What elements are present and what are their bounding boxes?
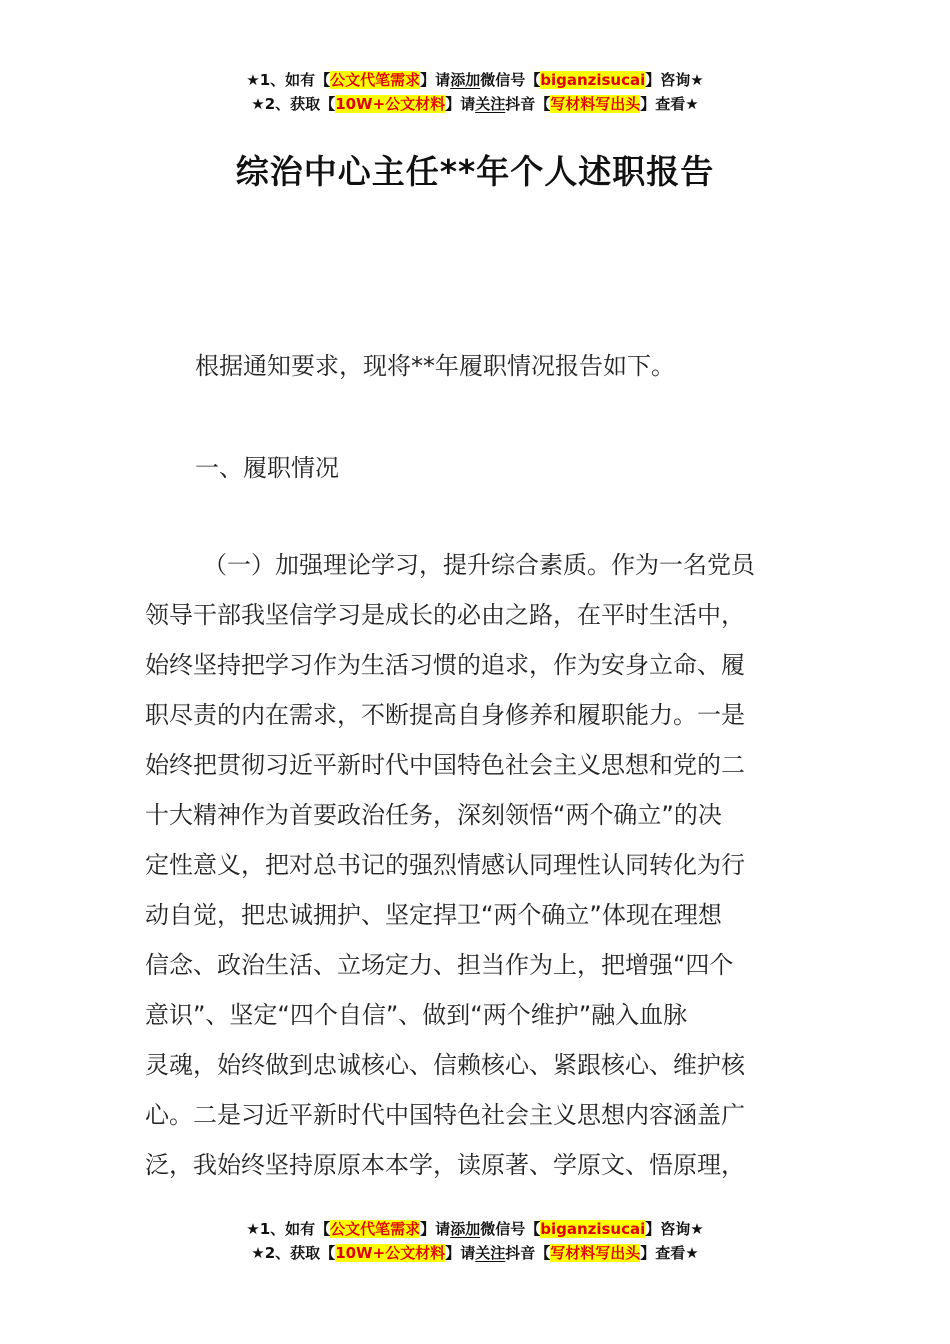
footer-banner bbox=[0, 1217, 950, 1265]
highlight-douyin-account: 写材料写出头 bbox=[550, 1244, 641, 1262]
paragraph-line: 职尽责的内在需求，不断提高自身修养和履职能力。一是 bbox=[145, 701, 745, 729]
highlight-materials: 10W+公文材料 bbox=[335, 1244, 446, 1262]
document-title: 综治中心主任**年个人述职报告 bbox=[235, 152, 715, 191]
paragraph-line: 定性意义，把对总书记的强烈情感认同理性认同转化为行 bbox=[145, 851, 745, 879]
highlight-ghostwriting: 公文代笔需求 bbox=[330, 71, 421, 89]
banner-text: 抖音【 bbox=[505, 95, 551, 113]
paragraph-line: 心。二是习近平新时代中国特色社会主义思想内容涵盖广 bbox=[145, 1101, 745, 1129]
banner-underlined-text: 关注 bbox=[475, 1244, 506, 1262]
highlight-wechat-id: biganzisucai bbox=[540, 71, 646, 89]
banner-line-1 bbox=[0, 1217, 950, 1241]
banner-underlined-text: 关注 bbox=[475, 95, 506, 113]
banner-text: 】请 bbox=[445, 95, 476, 113]
banner-text: 】请 bbox=[420, 71, 451, 89]
banner-line-2 bbox=[0, 1241, 950, 1265]
banner-text: 】咨询★ bbox=[645, 71, 704, 89]
intro-paragraph: 根据通知要求，现将**年履职情况报告如下。 bbox=[195, 352, 675, 380]
banner-text: 微信号【 bbox=[480, 71, 541, 89]
header-banner bbox=[0, 68, 950, 116]
banner-text: 抖音【 bbox=[505, 1244, 551, 1262]
paragraph-line: 始终把贯彻习近平新时代中国特色社会主义思想和党的二 bbox=[145, 751, 745, 779]
highlight-materials: 10W+公文材料 bbox=[335, 95, 446, 113]
paragraph-line: 十大精神作为首要政治任务，深刻领悟“两个确立”的决 bbox=[145, 801, 722, 829]
highlight-ghostwriting: 公文代笔需求 bbox=[330, 1220, 421, 1238]
paragraph-line: 始终坚持把学习作为生活习惯的追求，作为安身立命、履 bbox=[145, 651, 745, 679]
banner-text: 】查看★ bbox=[640, 1244, 699, 1262]
highlight-douyin-account: 写材料写出头 bbox=[550, 95, 641, 113]
banner-text: ★2、获取【 bbox=[251, 1244, 336, 1262]
banner-text: 】请 bbox=[445, 1244, 476, 1262]
banner-text: ★1、如有【 bbox=[246, 1220, 331, 1238]
banner-text: 】查看★ bbox=[640, 95, 699, 113]
paragraph-line: （一）加强理论学习，提升综合素质。作为一名党员 bbox=[203, 551, 755, 579]
section-heading: 一、履职情况 bbox=[195, 454, 339, 482]
highlight-wechat-id: biganzisucai bbox=[540, 1220, 646, 1238]
banner-text: 】咨询★ bbox=[645, 1220, 704, 1238]
banner-text: ★2、获取【 bbox=[251, 95, 336, 113]
paragraph-line: 动自觉，把忠诚拥护、坚定捍卫“两个确立”体现在理想 bbox=[145, 901, 722, 929]
banner-text: 】请 bbox=[420, 1220, 451, 1238]
banner-underlined-text: 添加 bbox=[450, 71, 481, 89]
banner-underlined-text: 添加 bbox=[450, 1220, 481, 1238]
banner-text: ★1、如有【 bbox=[246, 71, 331, 89]
paragraph-line: 意识”、坚定“四个自信”、做到“两个维护”融入血脉 bbox=[145, 1001, 688, 1029]
banner-line-1 bbox=[0, 68, 950, 92]
banner-line-2 bbox=[0, 92, 950, 116]
paragraph-line: 泛，我始终坚持原原本本学，读原著、学原文、悟原理， bbox=[145, 1151, 745, 1179]
paragraph-line: 领导干部我坚信学习是成长的必由之路，在平时生活中， bbox=[145, 601, 745, 629]
paragraph-line: 信念、政治生活、立场定力、担当作为上，把增强“四个 bbox=[145, 951, 734, 979]
banner-text: 微信号【 bbox=[480, 1220, 541, 1238]
body-paragraph bbox=[145, 540, 810, 1190]
paragraph-line: 灵魂，始终做到忠诚核心、信赖核心、紧跟核心、维护核 bbox=[145, 1051, 745, 1079]
